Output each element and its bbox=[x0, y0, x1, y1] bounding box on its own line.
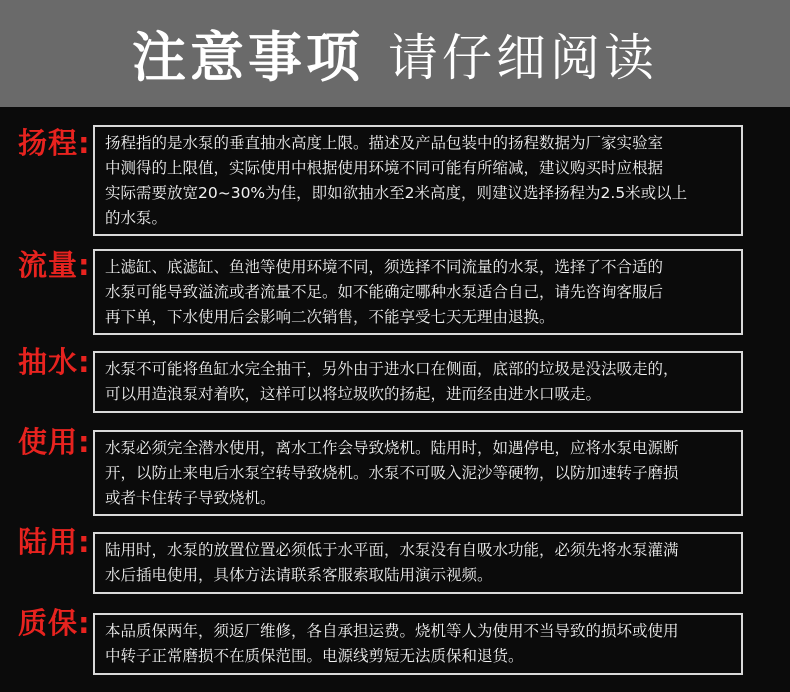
text-line: 扬程指的是水泵的垂直抽水高度上限。描述及产品包装中的扬程数据为厂家实验室 bbox=[105, 134, 664, 152]
text-line: 开，以防止来电后水泵空转导致烧机。水泵不可吸入泥沙等硬物，以防加速转子磨损 bbox=[105, 464, 679, 482]
text-line: 再下单，下水使用后会影响二次销售，不能享受七天无理由退换。 bbox=[105, 308, 555, 326]
section-text-box bbox=[93, 125, 743, 236]
section-text-box bbox=[93, 351, 743, 413]
text-line: 中测得的上限值，实际使用中根据使用环境不同可能有所缩减，建议购买时应根据 bbox=[105, 159, 664, 177]
text-line: 上滤缸、底滤缸、鱼池等使用环境不同，须选择不同流量的水泵，选择了不合适的 bbox=[105, 258, 664, 276]
header-title-bold: 注意事项 bbox=[132, 26, 364, 89]
text-line: 水泵可能导致溢流或者流量不足。如不能确定哪种水泵适合自己，请先咨询客服后 bbox=[105, 283, 664, 301]
text-line: 的水泵。 bbox=[105, 209, 168, 227]
section-text-box bbox=[93, 430, 743, 516]
section-label: 质保: bbox=[18, 606, 91, 640]
section-label: 使用: bbox=[18, 425, 91, 459]
section-text-box bbox=[93, 249, 743, 335]
text-line: 或者卡住转子导致烧机。 bbox=[105, 489, 276, 507]
text-line: 水后插电使用，具体方法请联系客服索取陆用演示视频。 bbox=[105, 566, 493, 584]
section-label: 流量: bbox=[18, 248, 91, 282]
section-text-box bbox=[93, 613, 743, 675]
text-line: 本品质保两年，须返厂维修，各自承担运费。烧机等人为使用不当导致的损坏或使用 bbox=[105, 622, 679, 640]
header-title-light: 请仔细阅读 bbox=[388, 28, 658, 87]
text-line: 实际需要放宽20~30%为佳，即如欲抽水至2米高度，则建议选择扬程为2.5米或以上 bbox=[105, 184, 688, 202]
section-text-box bbox=[93, 532, 743, 594]
section-label: 抽水: bbox=[18, 345, 91, 379]
section-label: 扬程: bbox=[18, 126, 91, 160]
text-line: 中转子正常磨损不在质保范围。电源线剪短无法质保和退货。 bbox=[105, 647, 524, 665]
section-label: 陆用: bbox=[18, 525, 91, 559]
header-banner bbox=[0, 0, 790, 107]
text-line: 水泵必须完全潜水使用，离水工作会导致烧机。陆用时，如遇停电，应将水泵电源断 bbox=[105, 439, 679, 457]
text-line: 可以用造浪泵对着吹，这样可以将垃圾吹的扬起，进而经由进水口吸走。 bbox=[105, 385, 602, 403]
text-line: 陆用时，水泵的放置位置必须低于水平面，水泵没有自吸水功能，必须先将水泵灌满 bbox=[105, 541, 679, 559]
text-line: 水泵不可能将鱼缸水完全抽干，另外由于进水口在侧面，底部的垃圾是没法吸走的， bbox=[105, 360, 679, 378]
